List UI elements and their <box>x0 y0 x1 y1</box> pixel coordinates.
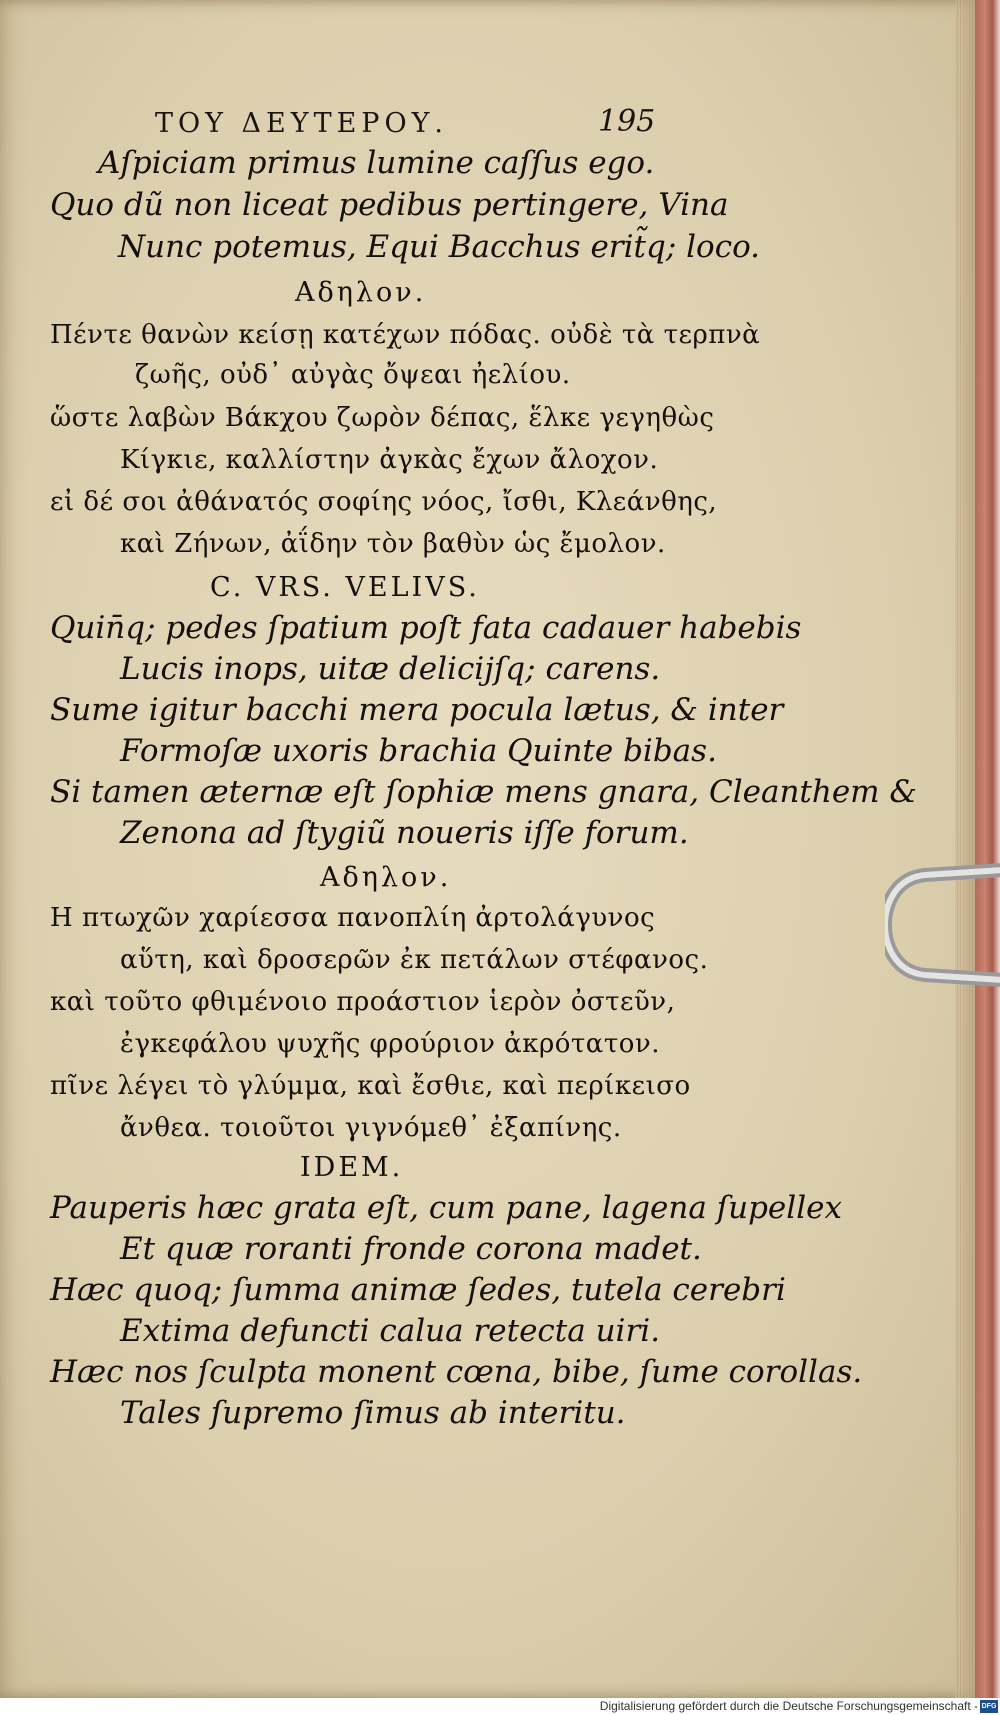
running-head: ΤΟΥ ΔΕΥΤΕΡΟΥ. <box>155 108 449 139</box>
text-line: πῖνε λέγει τὸ γλύμμα, καὶ ἔσθιε, καὶ περίκεισο <box>50 1071 691 1101</box>
text-line: εἰ δέ σοι ἀθάνατός σοφίης νόος, ἴσθι, Κλεάνθης, <box>50 487 718 517</box>
section-heading: C. VRS. VELIVS. <box>210 572 480 603</box>
text-line: Tales ſupremo ſimus ab interitu. <box>120 1395 626 1431</box>
section-heading: Αδηλον. <box>320 862 452 893</box>
text-line: καὶ τοῦτο φθιμένοιο προάστιον ἱερὸν ὀστεῦν, <box>50 987 676 1017</box>
text-line: Πέντε θανὼν κείσῃ κατέχων πόδας. οὐδὲ τὰ τερπνὰ <box>50 320 761 350</box>
text-line: Aſpiciam primus lumine caſſus ego. <box>98 145 655 181</box>
section-heading: IDEM. <box>300 1152 404 1183</box>
text-line: Quin̄q; pedes ſpatium poſt fata cadauer habebis <box>50 610 802 646</box>
text-line: Sume igitur bacchi mera pocula lætus, & inter <box>50 692 784 728</box>
text-line: ζωῆς, οὐδ᾽ αὐγὰς ὄψεαι ἠελίου. <box>135 360 571 390</box>
text-line: Et quæ roranti fronde corona madet. <box>120 1231 702 1267</box>
text-line: Extima defuncti calua retecta uiri. <box>120 1313 661 1349</box>
text-line: Formoſæ uxoris brachia Quinte bibas. <box>120 733 717 769</box>
text-line: Κίγκιε, καλλίστην ἀγκὰς ἔχων ἄλοχον. <box>120 445 659 475</box>
text-line: ἐγκεφάλου ψυχῆς φρούριον ἀκρότατον. <box>120 1029 660 1059</box>
footer-bar <box>0 1698 1000 1715</box>
dfg-logo-icon: DFG <box>980 1700 998 1713</box>
text-line: Si tamen æternæ eſt ſophiæ mens gnara, Cleanthem & <box>50 774 918 810</box>
text-line: ἄνθεα. τοιοῦτοι γιγνόμεθ᾽ ἐξαπίνης. <box>120 1113 622 1143</box>
text-line: ὥστε λαβὼν Βάκχου ζωρὸν δέπας, ἕλκε γεγηθὼς <box>50 403 715 433</box>
text-line: αὕτη, καὶ δροσερῶν ἐκ πετάλων στέφανος. <box>120 945 709 975</box>
text-line: Zenona ad ſtygiũ noueris iſſe forum. <box>120 815 689 851</box>
text-line: Η πτωχῶν χαρίεσσα πανοπλίη ἀρτολάγυνος <box>50 903 656 933</box>
text-line: Hæc nos ſculpta monent cœna, bibe, ſume corollas. <box>50 1354 863 1390</box>
text-line: καὶ Ζήνων, ἀΐδην τὸν βαθὺν ὡς ἔμολον. <box>120 529 666 559</box>
text-line: Hæc quoq; ſumma animæ ſedes, tutela cerebri <box>50 1272 786 1308</box>
section-heading: Αδηλον. <box>295 277 427 308</box>
text-line: Quo dũ non liceat pedibus pertingere, Vina <box>50 187 729 223</box>
text-line: Pauperis hæc grata eſt, cum pane, lagena ſupellex <box>50 1190 842 1226</box>
page-number: 195 <box>598 104 656 139</box>
book-fore-edge <box>975 0 1000 1698</box>
text-line: Nunc potemus, Equi Bacchus erit̃q; loco. <box>118 229 761 265</box>
funding-credit: Digitalisierung gefördert durch die Deutsche Forschungsgemeinschaft - <box>599 1699 978 1713</box>
text-line: Lucis inops, uitæ delicijſq; carens. <box>120 651 661 687</box>
